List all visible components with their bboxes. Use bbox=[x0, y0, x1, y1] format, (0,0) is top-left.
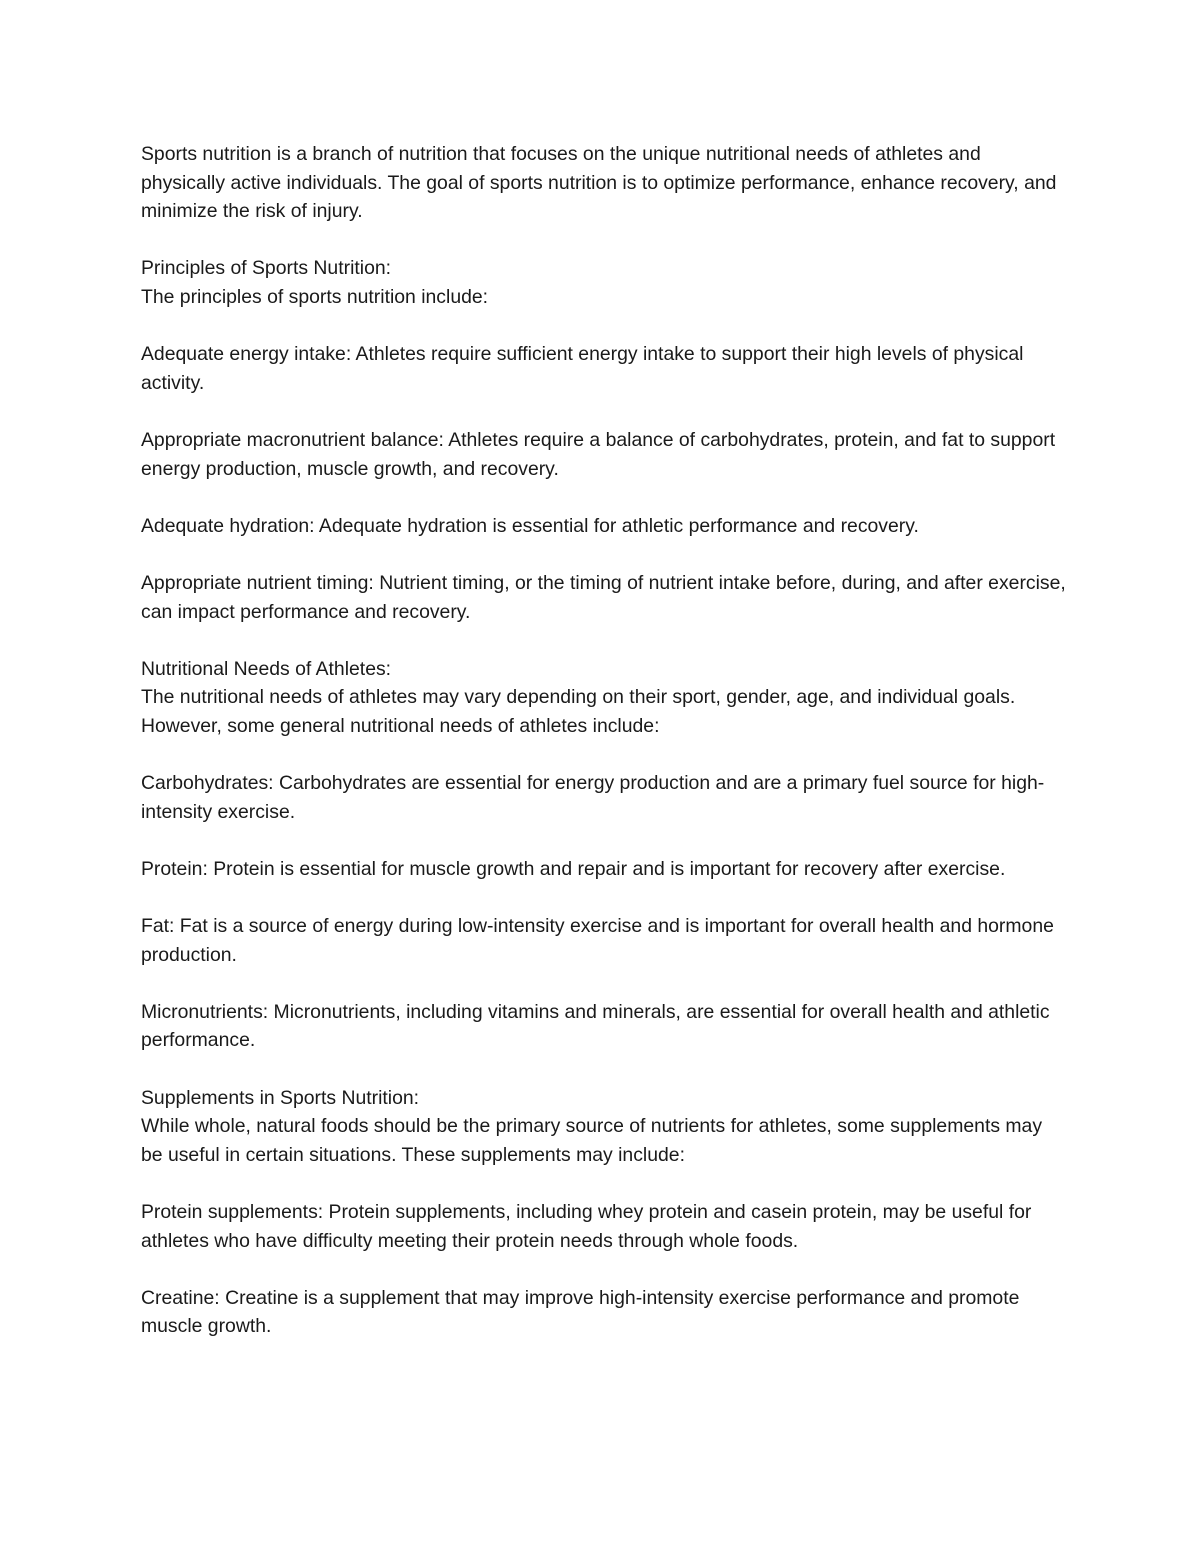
paragraph-hydration: Adequate hydration: Adequate hydration is essential for athletic performance and recovery. bbox=[141, 514, 919, 537]
paragraph-protein-supplements: Protein supplements: Protein supplements, including whey protein and casein protein, may be useful for athletes who have difficulty meeting their protein needs through whole foods. bbox=[141, 1200, 1032, 1252]
paragraph-supplements-intro: While whole, natural foods should be the primary source of nutrients for athletes, some supplements may be useful in certain situations. These supplements may include: bbox=[141, 1115, 1043, 1166]
paragraph-needs-intro: The nutritional needs of athletes may vary depending on their sport, gender, age, and individual goals. However, some general nutritional needs of athletes include: bbox=[141, 686, 1016, 737]
paragraph-protein: Protein: Protein is essential for muscle growth and repair and is important for recovery after exercise. bbox=[141, 857, 1006, 880]
heading-supplements: Supplements in Sports Nutrition: bbox=[141, 1086, 420, 1109]
paragraph-principles-intro: The principles of sports nutrition include: bbox=[141, 285, 489, 308]
document-page bbox=[141, 140, 1066, 1370]
heading-principles: Principles of Sports Nutrition: bbox=[141, 257, 392, 280]
paragraph-nutrient-timing: Appropriate nutrient timing: Nutrient timing, or the timing of nutrient intake before, during, and after exercise, can impact performance and recovery. bbox=[141, 571, 1066, 623]
paragraph-carbohydrates: Carbohydrates: Carbohydrates are essential for energy production and are a primary fuel source for high-intensity exercise. bbox=[141, 772, 1045, 823]
paragraph-energy-intake: Adequate energy intake: Athletes require sufficient energy intake to support their high levels of physical activity. bbox=[141, 343, 1024, 394]
paragraph-macronutrient-balance: Appropriate macronutrient balance: Athletes require a balance of carbohydrates, protein, and fat to support energy production, muscle growth, and recovery. bbox=[141, 428, 1056, 480]
paragraph-micronutrients: Micronutrients: Micronutrients, including vitamins and minerals, are essential for overall health and athletic performance. bbox=[141, 1000, 1050, 1052]
paragraph-fat: Fat: Fat is a source of energy during low-intensity exercise and is important for overall health and hormone production. bbox=[141, 915, 1054, 966]
heading-nutritional-needs: Nutritional Needs of Athletes: bbox=[141, 657, 392, 680]
paragraph-creatine: Creatine: Creatine is a supplement that may improve high-intensity exercise performance and promote muscle growth. bbox=[141, 1286, 1020, 1338]
paragraph-intro: Sports nutrition is a branch of nutrition that focuses on the unique nutritional needs of athletes and physically active individuals. The goal of sports nutrition is to optimize performance, enhance recovery, and minimize the risk of injury. bbox=[141, 143, 1057, 223]
